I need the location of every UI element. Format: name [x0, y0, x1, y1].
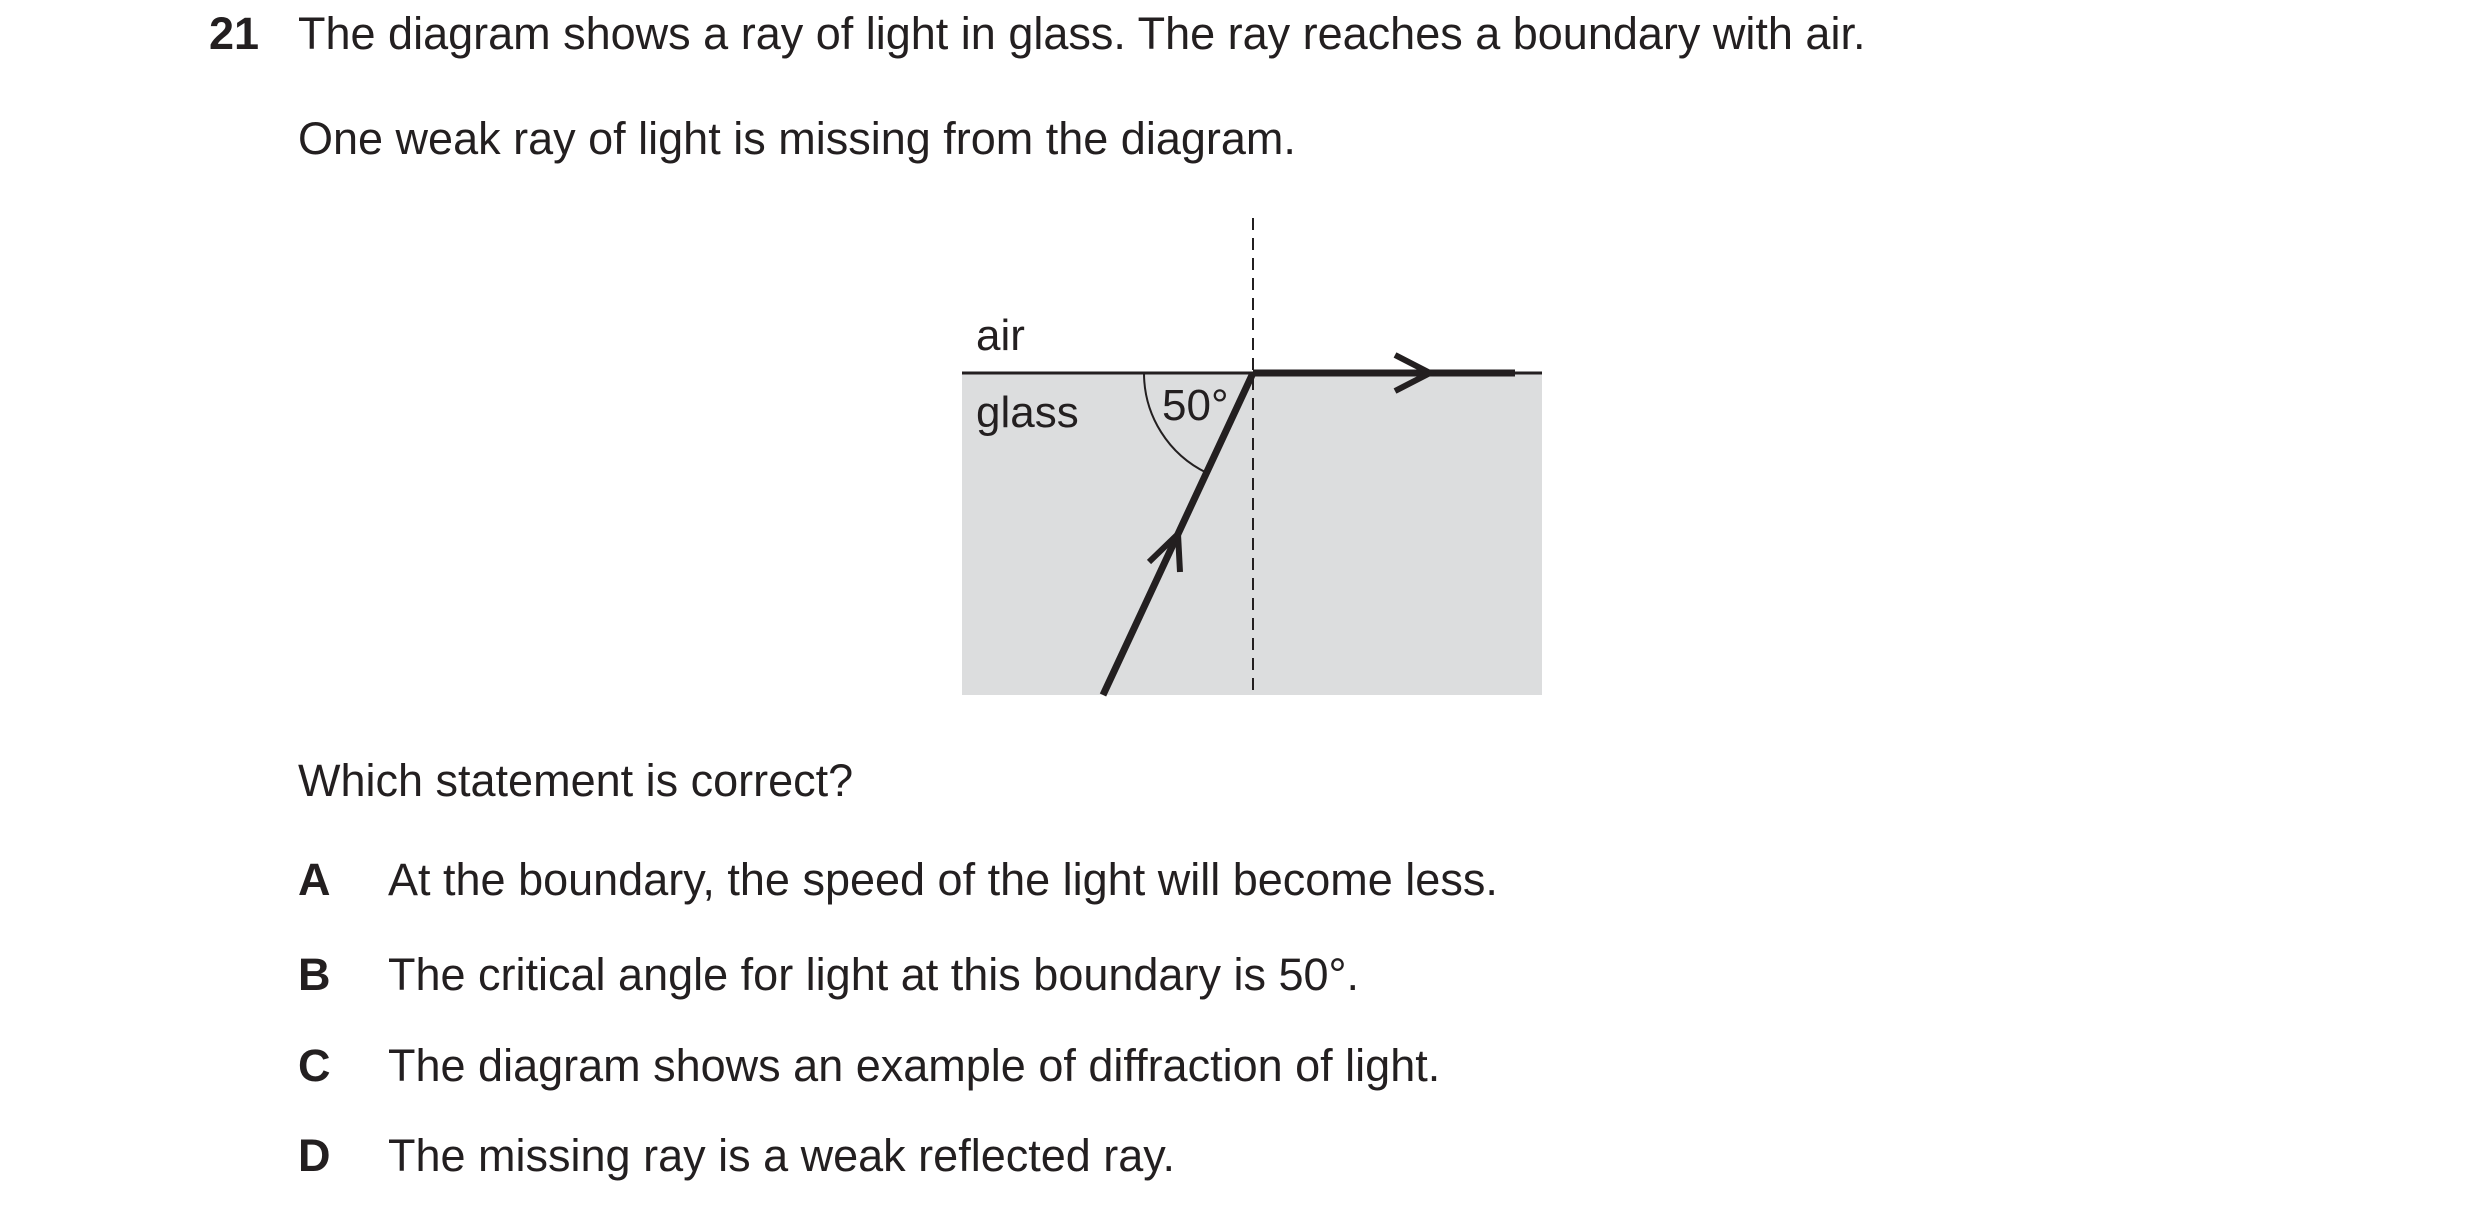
question-stem: Which statement is correct? [298, 755, 854, 806]
option-a-letter: A [298, 854, 331, 905]
angle-label: 50° [1162, 381, 1229, 430]
glass-label: glass [976, 388, 1079, 437]
option-b-letter: B [298, 949, 331, 1000]
option-b-text: The critical angle for light at this boundary is 50°. [388, 949, 1359, 1000]
question-missing-ray-line: One weak ray of light is missing from the diagram. [298, 113, 1296, 164]
option-d-text: The missing ray is a weak reflected ray. [388, 1130, 1175, 1181]
option-c-letter: C [298, 1040, 331, 1091]
option-c-text: The diagram shows an example of diffraction of light. [388, 1040, 1441, 1091]
question-intro-line: The diagram shows a ray of light in glass. The ray reaches a boundary with air. [298, 8, 1866, 59]
option-d-letter: D [298, 1130, 331, 1181]
question-number: 21 [209, 8, 260, 59]
option-a-text: At the boundary, the speed of the light will become less. [388, 854, 1498, 905]
air-label: air [976, 311, 1025, 360]
refraction-diagram [950, 210, 1550, 710]
